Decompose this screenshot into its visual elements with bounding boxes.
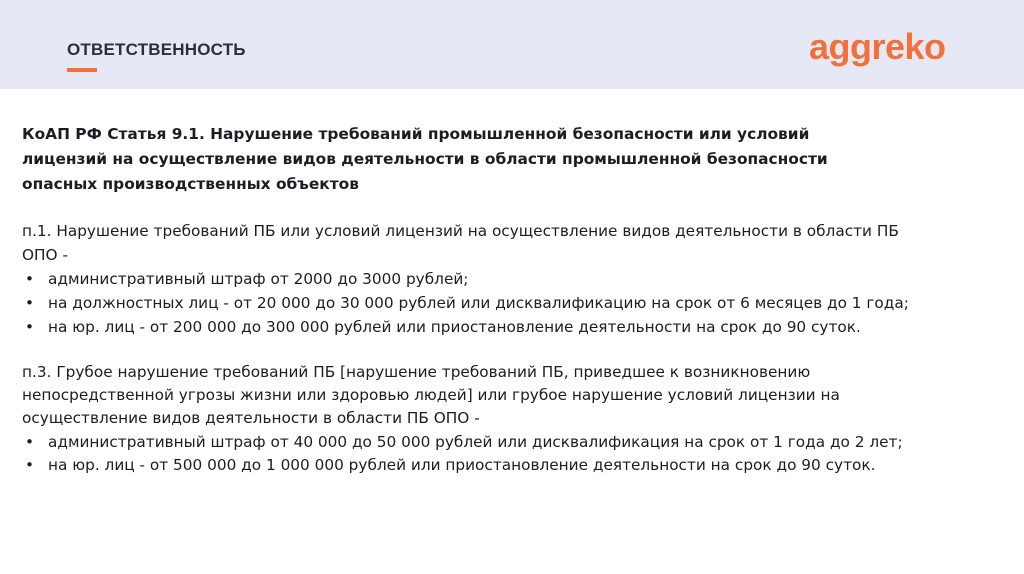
heading-line: опасных производственных объектов (22, 175, 359, 193)
title-underline (67, 68, 97, 72)
paragraph-line: непосредственной угрозы жизни или здоровью людей] или грубое нарушение условий лицензии на (22, 386, 840, 405)
paragraph-p3 (22, 361, 909, 477)
aggreko-logo: aggreko (809, 26, 946, 67)
bullet-item: • административный штраф от 40 000 до 50 000 рублей или дисквалификация на срок от 1 года до 2 лет; (22, 431, 909, 454)
heading-line: лицензий на осуществление видов деятельности в области промышленной безопасности (22, 150, 828, 168)
paragraph-line: п.1. Нарушение требований ПБ или условий лицензий на осуществление видов деятельности в области ПБ (22, 222, 899, 240)
slide-title: ОТВЕТСТВЕННОСТЬ (67, 40, 246, 59)
article-heading (22, 122, 909, 197)
bullet-item: • административный штраф от 2000 до 3000 рублей; (22, 267, 909, 291)
bullet-item: • на юр. лиц - от 500 000 до 1 000 000 рублей или приостановление деятельности на срок до 90 суток. (22, 454, 909, 477)
paragraph-line: осуществление видов деятельности в области ПБ ОПО - (22, 409, 480, 428)
bullet-item: • на юр. лиц - от 200 000 до 300 000 рублей или приостановление деятельности на срок до 90 суток. (22, 315, 909, 339)
bullet-item: • на должностных лиц - от 20 000 до 30 000 рублей или дисквалификацию на срок от 6 месяцев до 1 года; (22, 291, 909, 315)
heading-line: КоАП РФ Статья 9.1. Нарушение требований промышленной безопасности или условий (22, 125, 810, 143)
slide-content (22, 122, 909, 477)
paragraph-line: п.3. Грубое нарушение требований ПБ [нарушение требований ПБ, приведшее к возникновению (22, 363, 811, 381)
paragraph-p1 (22, 219, 909, 339)
slide-header (0, 0, 1024, 89)
paragraph-line: ОПО - (22, 246, 68, 264)
